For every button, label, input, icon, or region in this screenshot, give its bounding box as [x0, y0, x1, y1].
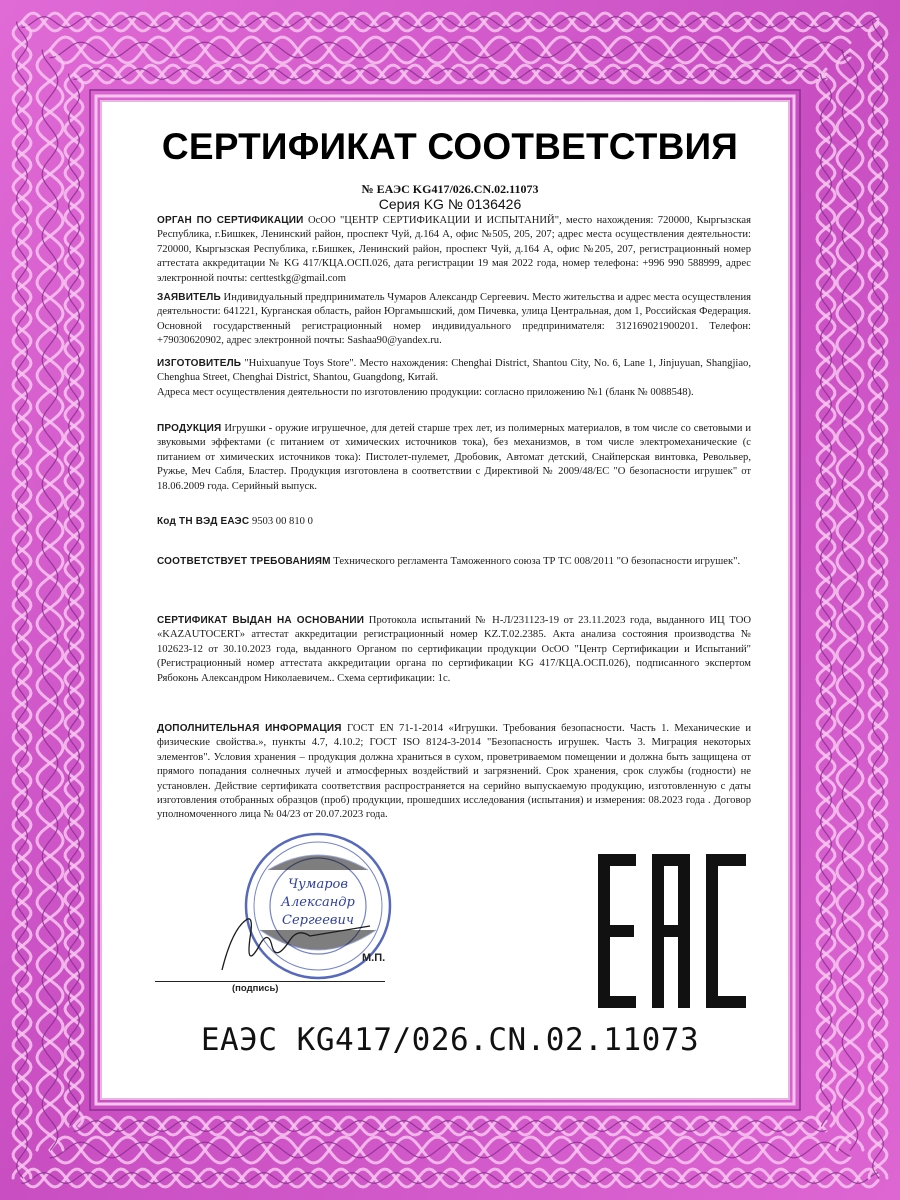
section-compliance	[157, 555, 751, 569]
section-text: Индивидуальный предприниматель Чумаров Александр Сергеевич. Место жительства и адрес места осуществления деятельности: 641221, Курганская область, район Юргамышский, дом Пичевка, улица Центральная, дом 1, Российская Федерация. Основной государственный регистрационный номер индивидуального предпринимателя: 312169021900201. Телефон: +79030620902, адрес электронной почты: Sashaa90@yandex.ru.	[157, 292, 751, 347]
signature-line	[155, 981, 385, 982]
section-tn-ved	[157, 515, 751, 529]
section-label: ОРГАН ПО СЕРТИФИКАЦИИ	[157, 215, 304, 226]
eac-mark-icon	[598, 854, 746, 1008]
section-label: ЗАЯВИТЕЛЬ	[157, 292, 221, 303]
section-additional-info	[157, 722, 751, 823]
stamp-name-line1: Чумаров	[288, 877, 348, 892]
stamp-and-signature	[150, 830, 460, 1000]
section-label: ИЗГОТОВИТЕЛЬ	[157, 358, 242, 369]
stamp-place-label: М.П.	[362, 952, 386, 964]
stamp-name-line3: Сергеевич	[282, 913, 354, 928]
certificate-heading: СЕРТИФИКАТ СООТВЕТСТВИЯ	[161, 126, 739, 167]
section-label: СООТВЕТСТВУЕТ ТРЕБОВАНИЯМ	[157, 556, 331, 567]
section-basis	[157, 614, 751, 686]
section-manufacturer	[157, 357, 751, 400]
stamp-name-line2: Александр	[281, 895, 355, 910]
section-applicant	[157, 291, 751, 349]
section-label: СЕРТИФИКАТ ВЫДАН НА ОСНОВАНИИ	[157, 615, 365, 626]
certificate-number: № ЕАЭС KG417/026.CN.02.11073	[361, 182, 539, 196]
certificate-series: Серия KG № 0136426	[378, 196, 522, 212]
section-text: 9503 00 810 0	[251, 516, 313, 527]
section-text: Протокола испытаний № Н-Л/231123-19 от 23.11.2023 года, выданного ИЦ ТОО «KAZAUTOCERT» аттестат аккредитации регистрационный номер KZ.T.02.2385. Акта анализа состояния производства № 102623-12 от 30.10.2023 года, выданного Органом по сертификации продукции ОсОО "Центр Сертификации и Испытаний" (Регистрационный номер аттестата аккредитации органа по сертификации KG 417/КЦА.ОСП.026), подписанного экспертом Рябоконь Александром Николаевичем.. Схема сертификации: 1с.	[157, 615, 751, 684]
section-product	[157, 422, 751, 494]
section-text: Игрушки - оружие игрушечное, для детей старше трех лет, из полимерных материалов, в том числе со световыми и звуковыми эффектами (с питанием от химических источников тока), без механизмов, в том числе электромеханические (с питанием от химических источников тока): Пистолет-пулемет, Дробовик, Автомат детский, Снайперская винтовка, Револьвер, Ружье, Меч Сабля, Бластер. Продукция изготовлена в соответствии с Директивой № 2009/48/ЕС "О безопасности игрушек" от 18.06.2009 года. Серийный выпуск.	[157, 423, 751, 492]
section-text-addresses: Адреса мест осуществления деятельности по изготовлению продукции: согласно приложению №1 (бланк № 0088548).	[157, 386, 694, 398]
section-label: ПРОДУКЦИЯ	[157, 423, 222, 434]
section-label: ДОПОЛНИТЕЛЬНАЯ ИНФОРМАЦИЯ	[157, 723, 342, 734]
section-text: ГОСТ EN 71-1-2014 «Игрушки. Требования безопасности. Часть 1. Механические и физические свойства.», пункты 4.7, 4.10.2; ГОСТ ISO 8124-3-2014 "Безопасность игрушек. Часть 3. Миграция некоторых элементов". Условия хранения – продукция должна храниться в сухом, проветриваемом помещении и должна быть защищена от прямого попадания солнечных лучей и атмосферных воздействий и загрязнений. Срок хранения, срок службы (годности) не установлен. Действие сертификата соответствия распространяется на серийно выпускаемую продукцию, изготовленную с даты изготовления отобранных образцов (проб) продукции, прошедших исследования (испытания) и измерения: 08.2023 года . Договор уполномоченного лица № 04/23 от 20.07.2023 года.	[157, 723, 751, 821]
section-text: "Huixuanyue Toys Store". Место нахождения: Chenghai District, Shantou City, No. 6, Lane 1, Jinjuyuan, Shangjiao, Chenghua Street, Chenghai District, Shantou, Guangdong, Китай.	[157, 358, 751, 384]
footer-certificate-number: ЕАЭС KG417/026.CN.02.11073	[200, 1022, 700, 1058]
section-text: ОсОО "ЦЕНТР СЕРТИФИКАЦИИ И ИСПЫТАНИЙ", место нахождения: 720000, Кыргызская Республика, г.Бишкек, Ленинский район, проспект Чуй, д.164 А, офис №505, 205, 207; адрес места осуществления деятельности: 720000, Кыргызская Республика, г.Бишкек, Ленинский район, проспект Чуй, д.164 А, офис №205, 207, регистрационный номер аттестата аккредитации № KG 417/КЦА.ОСП.026, дата регистрации 19 мая 2022 года, номер телефона: +996 990 588999, адрес электронной почты: certtestkg@gmail.com	[157, 215, 751, 284]
section-text: Технического регламента Таможенного союза ТР ТС 008/2011 "О безопасности игрушек".	[333, 556, 741, 567]
section-label: Код ТН ВЭД ЕАЭС	[157, 516, 250, 527]
signature-caption: (подпись)	[232, 983, 279, 994]
section-certification-body	[157, 214, 751, 286]
